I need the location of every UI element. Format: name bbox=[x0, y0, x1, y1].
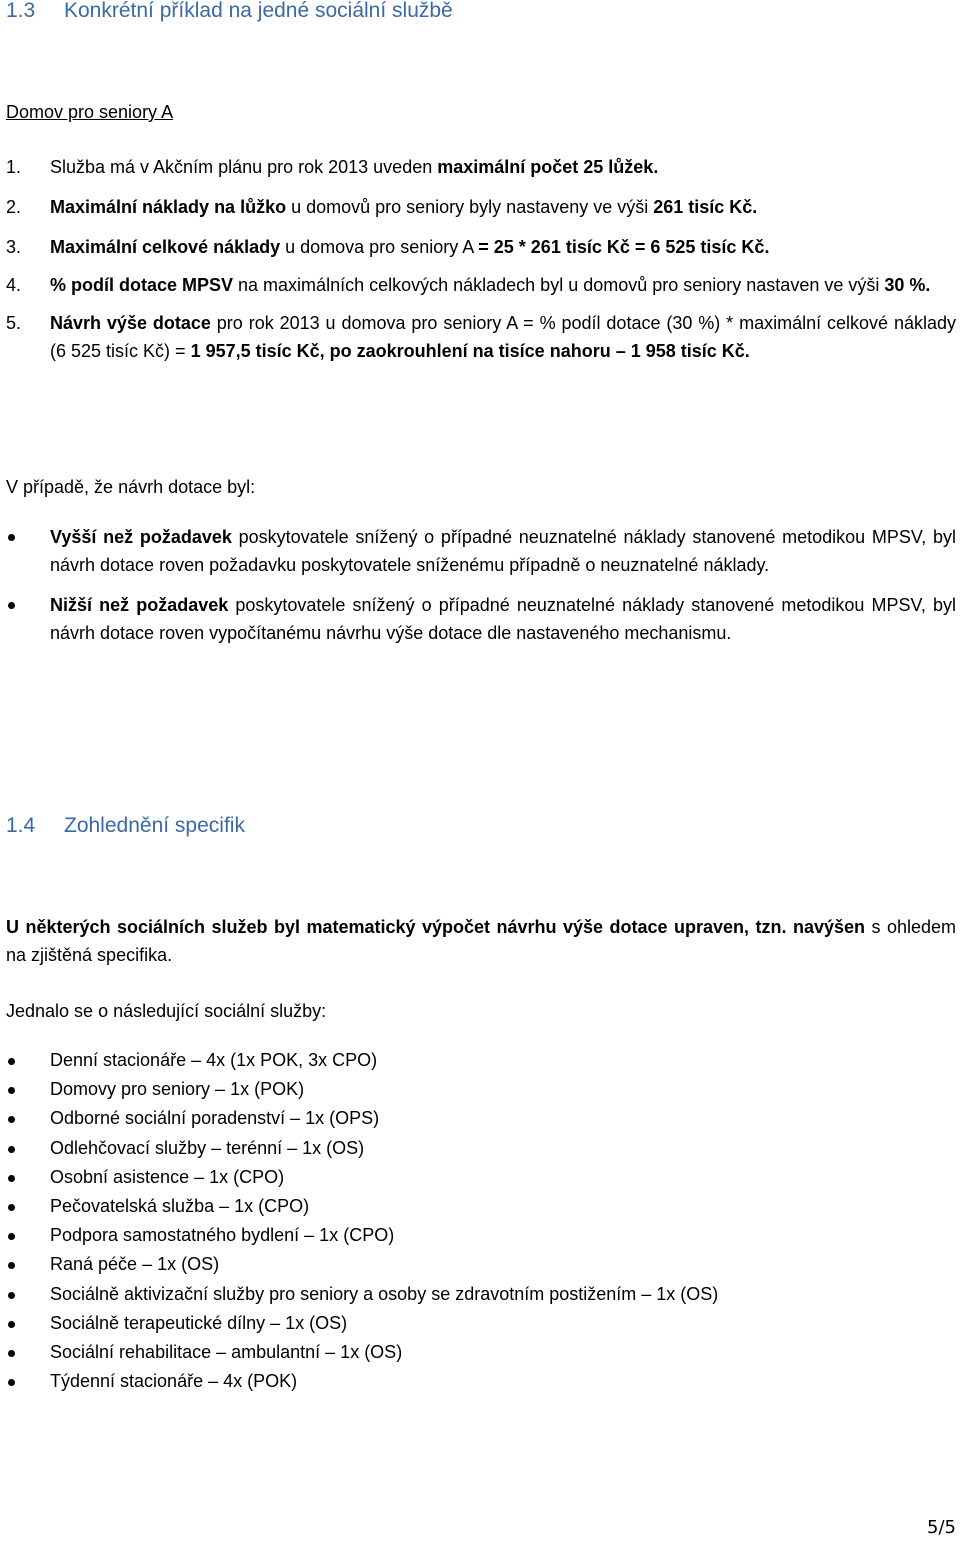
bullet-icon bbox=[8, 1175, 15, 1182]
bullet-icon bbox=[8, 1233, 15, 1240]
service-item bbox=[6, 1104, 956, 1133]
service-item bbox=[6, 1221, 956, 1250]
step-item bbox=[6, 271, 956, 299]
services-list bbox=[6, 1046, 956, 1396]
case-list bbox=[6, 523, 956, 647]
bullet-icon bbox=[8, 602, 15, 609]
bold-text-run: Maximální celkové náklady bbox=[50, 237, 281, 257]
bold-text-run: 1 957,5 tisíc Kč, po zaokrouhlení na tisíce nahoru – 1 958 tisíc Kč. bbox=[190, 341, 750, 361]
bold-text-run: 30 %. bbox=[884, 275, 931, 295]
step-text bbox=[50, 157, 658, 177]
case-text bbox=[50, 595, 956, 643]
bold-text-run: 261 tisíc Kč. bbox=[653, 197, 758, 217]
text-run: na maximálních celkových nákladech byl u domovů pro seniory nastaven ve výši bbox=[233, 275, 885, 295]
bold-text-run: Maximální náklady na lůžko bbox=[50, 197, 287, 217]
service-label: Sociálně terapeutické dílny – 1x (OS) bbox=[50, 1312, 348, 1333]
example-title: Domov pro seniory A bbox=[6, 102, 174, 122]
service-label: Týdenní stacionáře – 4x (POK) bbox=[50, 1371, 298, 1392]
service-item bbox=[6, 1192, 956, 1221]
bold-text-run: % podíl dotace MPSV bbox=[50, 275, 234, 295]
text-run: s ohledem na zjištěná specifika. bbox=[6, 917, 956, 965]
text-run: pro rok 2013 u domova pro seniory A = % podíl dotace (30 %) * maximální celkové náklady (6 525 tisíc Kč) = bbox=[50, 313, 956, 361]
case-text bbox=[50, 527, 956, 575]
bold-text-run: = 25 * 261 tisíc Kč = 6 525 tisíc Kč. bbox=[478, 237, 770, 257]
service-item bbox=[6, 1309, 956, 1338]
case-item bbox=[6, 591, 956, 647]
service-label: Osobní asistence – 1x (CPO) bbox=[50, 1166, 285, 1187]
bullet-icon bbox=[8, 1146, 15, 1153]
case-intro: V případě, že návrh dotace byl: bbox=[6, 477, 256, 497]
case-item bbox=[6, 523, 956, 579]
service-item bbox=[6, 1134, 956, 1163]
section-title: Zohlednění specifik bbox=[64, 814, 245, 837]
section-number: 1.3 bbox=[6, 0, 36, 22]
step-item bbox=[6, 309, 956, 365]
bullet-icon bbox=[8, 1087, 15, 1094]
service-item bbox=[6, 1250, 956, 1279]
step-text bbox=[50, 237, 769, 257]
service-item bbox=[6, 1280, 956, 1309]
text-run: poskytovatele snížený o případné neuznatelné náklady stanovené metodikou MPSV, byl návrh dotace roven požadavku poskytovatele sníženému případně o neuznatelné náklady. bbox=[50, 527, 956, 575]
bullet-icon bbox=[8, 1116, 15, 1123]
bullet-icon bbox=[8, 1350, 15, 1357]
specifics-paragraph bbox=[6, 913, 956, 969]
step-text bbox=[50, 275, 930, 295]
service-label: Denní stacionáře – 4x (1x POK, 3x CPO) bbox=[50, 1050, 378, 1070]
bullet-icon bbox=[8, 1058, 15, 1065]
service-label: Odlehčovací služby – terénní – 1x (OS) bbox=[50, 1137, 365, 1158]
bold-text-run: U některých sociálních služeb byl matematický výpočet návrhu výše dotace upraven, tzn. navýšen bbox=[6, 917, 865, 937]
service-label: Domovy pro seniory – 1x (POK) bbox=[50, 1079, 305, 1100]
text-run: u domovů pro seniory byly nastaveny ve výši bbox=[286, 197, 654, 217]
service-label: Raná péče – 1x (OS) bbox=[50, 1254, 220, 1275]
bold-text-run: Vyšší než požadavek bbox=[50, 527, 232, 547]
section-heading-1-3 bbox=[6, 0, 453, 23]
service-label: Podpora samostatného bydlení – 1x (CPO) bbox=[50, 1225, 395, 1246]
bold-text-run: Nižší než požadavek bbox=[50, 595, 229, 615]
service-item bbox=[6, 1338, 956, 1367]
bullet-icon bbox=[8, 1292, 15, 1299]
section-title: Konkrétní příklad na jedné sociální službě bbox=[64, 0, 453, 22]
bullet-icon bbox=[8, 1321, 15, 1328]
step-text bbox=[50, 313, 956, 361]
step-text bbox=[50, 197, 757, 217]
text-run: u domova pro seniory A bbox=[280, 237, 479, 257]
service-item bbox=[6, 1046, 956, 1075]
bullet-icon bbox=[8, 1379, 15, 1386]
page-number: 5/5 bbox=[927, 1517, 956, 1538]
bullet-icon bbox=[8, 534, 15, 541]
step-number: 4. bbox=[6, 275, 22, 295]
step-number: 2. bbox=[6, 197, 22, 217]
services-intro: Jednalo se o následující sociální služby: bbox=[6, 1001, 327, 1021]
step-item bbox=[6, 193, 956, 221]
calculation-steps bbox=[6, 153, 956, 365]
text-run: Služba má v Akčním plánu pro rok 2013 uveden bbox=[50, 157, 438, 177]
section-number: 1.4 bbox=[6, 814, 36, 837]
bold-text-run: Návrh výše dotace bbox=[50, 313, 211, 333]
bullet-icon bbox=[8, 1262, 15, 1269]
service-item bbox=[6, 1367, 956, 1396]
service-item bbox=[6, 1075, 956, 1104]
service-label: Sociální rehabilitace – ambulantní – 1x (OS) bbox=[50, 1342, 403, 1363]
step-number: 3. bbox=[6, 237, 22, 257]
step-item bbox=[6, 153, 956, 181]
service-label: Sociálně aktivizační služby pro seniory a osoby se zdravotním postižením – 1x (OS) bbox=[50, 1283, 719, 1304]
text-run: poskytovatele snížený o případné neuznatelné náklady stanovené metodikou MPSV, byl návrh dotace roven vypočítanému návrhu výše dotace dle nastaveného mechanismu. bbox=[50, 595, 956, 643]
service-label: Odborné sociální poradenství – 1x (OPS) bbox=[50, 1108, 380, 1129]
service-item bbox=[6, 1163, 956, 1192]
bold-text-run: maximální počet 25 lůžek. bbox=[437, 157, 659, 177]
step-item bbox=[6, 233, 956, 261]
service-label: Pečovatelská služba – 1x (CPO) bbox=[50, 1196, 310, 1217]
step-number: 1. bbox=[6, 157, 22, 177]
step-number: 5. bbox=[6, 313, 22, 333]
bullet-icon bbox=[8, 1204, 15, 1211]
section-heading-1-4 bbox=[6, 814, 245, 838]
